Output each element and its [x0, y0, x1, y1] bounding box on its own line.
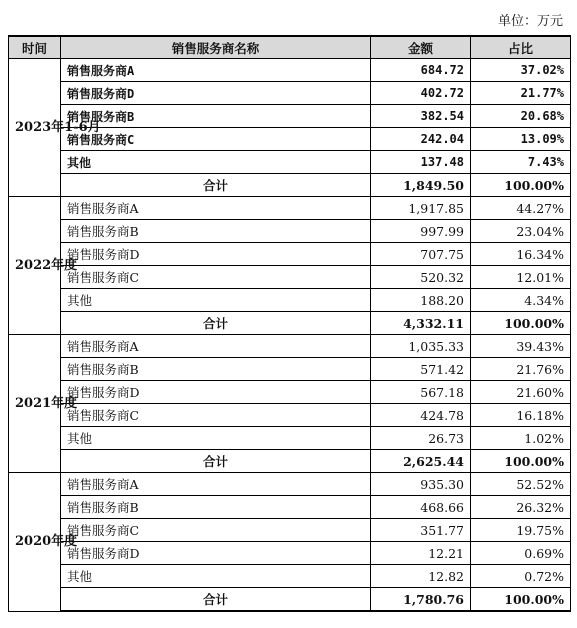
total-label: 合计 [61, 174, 371, 197]
provider-name-cell: 其他 [61, 289, 371, 312]
total-amount-cell: 2,625.44 [371, 450, 471, 473]
period-cell: 2021年度 [9, 335, 61, 473]
sales-service-provider-table [8, 35, 571, 612]
share-cell: 21.60% [471, 381, 571, 404]
amount-cell: 707.75 [371, 243, 471, 266]
header-name: 销售服务商名称 [61, 36, 371, 59]
share-cell: 16.18% [471, 404, 571, 427]
provider-name-cell: 其他 [61, 151, 371, 174]
table-row [9, 266, 571, 289]
unit-label: 单位：万元 [497, 14, 563, 29]
total-label: 合计 [61, 450, 371, 473]
amount-cell: 1,035.33 [371, 335, 471, 358]
amount-cell: 137.48 [371, 151, 471, 174]
table-row [9, 519, 571, 542]
amount-cell: 684.72 [371, 59, 471, 82]
table-row [9, 128, 571, 151]
provider-name-cell: 销售服务商D [61, 82, 371, 105]
amount-cell: 26.73 [371, 427, 471, 450]
provider-name-cell: 销售服务商B [61, 358, 371, 381]
table-row [9, 151, 571, 174]
total-row [9, 312, 571, 335]
amount-cell: 997.99 [371, 220, 471, 243]
table-row [9, 565, 571, 588]
provider-name-cell: 销售服务商B [61, 496, 371, 519]
provider-name-cell: 销售服务商D [61, 381, 371, 404]
share-cell: 16.34% [471, 243, 571, 266]
header-amount: 金额 [371, 36, 471, 59]
total-row [9, 174, 571, 197]
provider-name-cell: 销售服务商A [61, 335, 371, 358]
amount-cell: 402.72 [371, 82, 471, 105]
provider-name-cell: 销售服务商D [61, 243, 371, 266]
amount-cell: 935.30 [371, 473, 471, 496]
total-row [9, 450, 571, 473]
amount-cell: 520.32 [371, 266, 471, 289]
total-amount-cell: 1,780.76 [371, 588, 471, 612]
share-cell: 1.02% [471, 427, 571, 450]
total-share-cell: 100.00% [471, 450, 571, 473]
provider-name-cell: 销售服务商B [61, 220, 371, 243]
table-row [9, 197, 571, 220]
table-row [9, 496, 571, 519]
share-cell: 26.32% [471, 496, 571, 519]
total-amount-cell: 1,849.50 [371, 174, 471, 197]
table-row [9, 335, 571, 358]
provider-name-cell: 其他 [61, 565, 371, 588]
amount-cell: 1,917.85 [371, 197, 471, 220]
provider-name-cell: 销售服务商A [61, 197, 371, 220]
provider-name-cell: 销售服务商A [61, 473, 371, 496]
table-row [9, 82, 571, 105]
amount-cell: 12.21 [371, 542, 471, 565]
table-body [9, 59, 571, 612]
amount-cell: 242.04 [371, 128, 471, 151]
total-share-cell: 100.00% [471, 174, 571, 197]
amount-cell: 424.78 [371, 404, 471, 427]
provider-name-cell: 销售服务商C [61, 266, 371, 289]
share-cell: 13.09% [471, 128, 571, 151]
provider-name-cell: 销售服务商C [61, 519, 371, 542]
table-row [9, 404, 571, 427]
header-share: 占比 [471, 36, 571, 59]
table-row [9, 473, 571, 496]
share-cell: 0.72% [471, 565, 571, 588]
amount-cell: 351.77 [371, 519, 471, 542]
table-row [9, 243, 571, 266]
table-row [9, 427, 571, 450]
share-cell: 21.76% [471, 358, 571, 381]
share-cell: 23.04% [471, 220, 571, 243]
table-row [9, 289, 571, 312]
total-share-cell: 100.00% [471, 588, 571, 612]
total-label: 合计 [61, 312, 371, 335]
share-cell: 7.43% [471, 151, 571, 174]
share-cell: 4.34% [471, 289, 571, 312]
table-row [9, 59, 571, 82]
amount-cell: 468.66 [371, 496, 471, 519]
table-row [9, 358, 571, 381]
provider-name-cell: 销售服务商D [61, 542, 371, 565]
header-row [9, 36, 571, 59]
provider-name-cell: 销售服务商B [61, 105, 371, 128]
provider-name-cell: 其他 [61, 427, 371, 450]
amount-cell: 12.82 [371, 565, 471, 588]
total-share-cell: 100.00% [471, 312, 571, 335]
provider-name-cell: 销售服务商C [61, 128, 371, 151]
amount-cell: 382.54 [371, 105, 471, 128]
total-label: 合计 [61, 588, 371, 612]
provider-name-cell: 销售服务商C [61, 404, 371, 427]
header-period: 时间 [9, 36, 61, 59]
share-cell: 37.02% [471, 59, 571, 82]
amount-cell: 571.42 [371, 358, 471, 381]
share-cell: 52.52% [471, 473, 571, 496]
share-cell: 0.69% [471, 542, 571, 565]
table-row [9, 381, 571, 404]
share-cell: 20.68% [471, 105, 571, 128]
total-row [9, 588, 571, 612]
period-cell: 2020年度 [9, 473, 61, 612]
period-cell: 2022年度 [9, 197, 61, 335]
provider-name-cell: 销售服务商A [61, 59, 371, 82]
table-row [9, 220, 571, 243]
table-row [9, 542, 571, 565]
amount-cell: 188.20 [371, 289, 471, 312]
table-header [9, 36, 571, 59]
total-amount-cell: 4,332.11 [371, 312, 471, 335]
share-cell: 12.01% [471, 266, 571, 289]
share-cell: 19.75% [471, 519, 571, 542]
share-cell: 44.27% [471, 197, 571, 220]
share-cell: 39.43% [471, 335, 571, 358]
amount-cell: 567.18 [371, 381, 471, 404]
table-row [9, 105, 571, 128]
share-cell: 21.77% [471, 82, 571, 105]
period-cell: 2023年1-6月 [9, 59, 61, 197]
